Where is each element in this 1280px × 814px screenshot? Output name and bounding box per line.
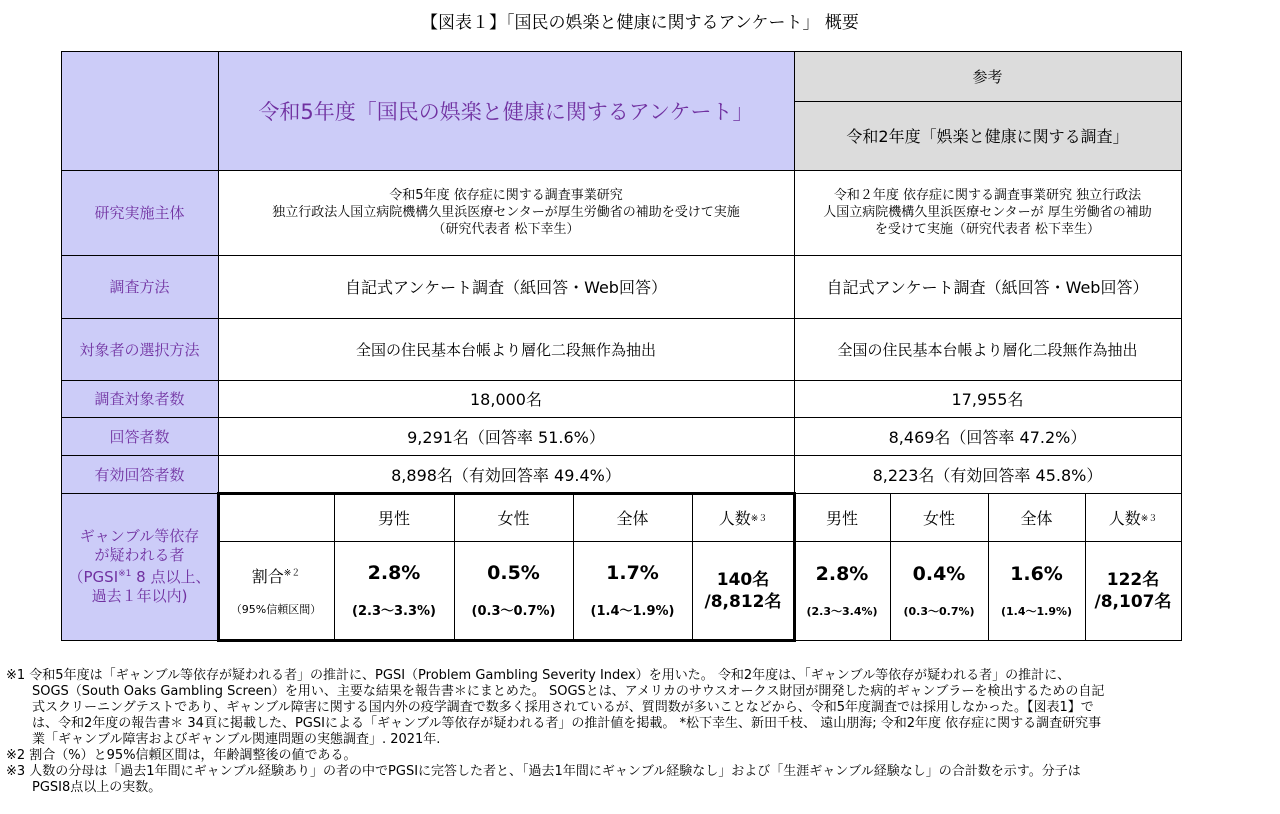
org-main: 令和5年度 依存症に関する調査事業研究 独立行政法人国立病院機構久里浜医療センターが厚生労働省の補助を受けて実施 （研究代表者 松下幸生）	[272, 188, 740, 237]
method-ref: 自記式アンケート調査（紙回答・Web回答）	[826, 278, 1149, 297]
respondents-ref: 8,469名（回答率 47.2%）	[888, 427, 1087, 447]
ref-female-value: 0.4% (0.3～0.7%)	[903, 562, 975, 618]
note-line: PGSI8点以上の実数。	[32, 780, 162, 795]
note-line: SOGS（South Oaks Gambling Screen）を用い、主要な結果を報告書＊にまとめた。 SOGSとは、アメリカのサウスオークス財団が開発した病的ギャンブラーを検出するための自記	[32, 684, 1105, 699]
reference-header: 参考	[794, 51, 1181, 101]
label-org: 研究実施主体	[94, 204, 185, 222]
selection-main: 全国の住民基本台帳より層化二段無作為抽出	[355, 340, 656, 359]
header-male-main: 男性	[377, 508, 410, 528]
method-main: 自記式アンケート調査（紙回答・Web回答）	[345, 278, 667, 297]
main-survey-header: 令和5年度「国民の娯楽と健康に関するアンケート」	[218, 51, 794, 170]
header-count-ref: 人数 ※３	[1108, 508, 1158, 528]
main-total-value: 1.7% (1.4～1.9%)	[590, 562, 675, 619]
target-ref: 17,955名	[951, 390, 1024, 409]
header-total-main: 全体	[616, 508, 649, 528]
org-ref: 令和２年度 依存症に関する調査事業研究 独立行政法 人国立病院機構久里浜医療センターが 厚生労働省の補助 を受けて実施（研究代表者 松下幸生）	[823, 188, 1152, 237]
note-line: 式スクリーニングテストであり、ギャンブル障害に関する国内外の疫学調査で数多く採用されているが、質問数が多いことなどから、令和5年度調査では採用しなかった。【図表1】で	[32, 700, 1094, 715]
note-line: ※1 令和5年度は「ギャンブル等依存が疑われる者」の推計に、PGSI（Problem Gambling Severity Index）を用いた。 令和2年度は、「ギャンブル等依存が疑われる者」の推計に、	[6, 668, 1071, 683]
ref-total-value: 1.6% (1.4～1.9%)	[1000, 562, 1073, 618]
header-female-main: 女性	[497, 508, 530, 528]
valid-ref: 8,223名（有効回答率 45.8%）	[872, 465, 1103, 485]
respondents-main: 9,291名（回答率 51.6%）	[407, 427, 605, 447]
label-selection: 対象者の選択方法	[79, 340, 200, 359]
valid-main: 8,898名（有効回答率 49.4%）	[391, 465, 621, 485]
page-title: 【図表１】「国民の娯楽と健康に関するアンケート」 概要	[421, 13, 859, 33]
label-valid: 有効回答者数	[94, 465, 185, 484]
main-female-value: 0.5% (0.3～0.7%)	[471, 562, 556, 619]
label-target: 調査対象者数	[94, 390, 185, 408]
header-male-ref: 男性	[825, 508, 858, 528]
label-respondents: 回答者数	[109, 427, 170, 446]
header-female-ref: 女性	[922, 508, 955, 528]
target-main: 18,000名	[470, 390, 542, 409]
reference-survey-header: 令和2年度「娯楽と健康に関する調査」	[794, 101, 1181, 170]
note-line: ※2 割合（%）と95%信頼区間は，年齢調整後の値である。	[6, 748, 357, 763]
ref-male-value: 2.8% (2.3～3.4%)	[806, 562, 878, 618]
note-line: 業「ギャンブル障害およびギャンブル関連問題の実態調査」. 2021年.	[32, 732, 441, 747]
note-line: は、令和2年度の報告書＊ 34頁に掲載した、PGSIによる「ギャンブル等依存が疑われる者」の推計値を掲載。 *松下幸生、新田千枝、 遠山朋海; 令和2年度 依存症に関する調査研究事	[32, 716, 1102, 731]
ratio-label: 割合$^{※2}$ （95%信頼区間）	[230, 567, 322, 616]
selection-ref: 全国の住民基本台帳より層化二段無作為抽出	[837, 340, 1138, 359]
note-line: ※3 人数の分母は「過去1年間にギャンブル経験あり」の者の中でPGSIに完答した者と、「過去1年間にギャンブル経験なし」および「生涯ギャンブル経験なし」の合計数を示す。分子は	[6, 764, 1081, 779]
main-count-value: 140名 /8,812名	[704, 569, 782, 612]
header-total-ref: 全体	[1020, 508, 1053, 528]
label-gambling: ギャンブル等依存 が疑われる者 （PGSI$^{※1}$ 8 点以上、 過去１年以内)	[68, 527, 211, 605]
footnotes	[6, 668, 1274, 796]
header-count-main: 人数 ※３	[718, 508, 768, 528]
label-method: 調査方法	[109, 278, 170, 296]
ref-count-value: 122名 /8,107名	[1094, 569, 1172, 612]
main-male-value: 2.8% (2.3～3.3%)	[352, 562, 436, 619]
